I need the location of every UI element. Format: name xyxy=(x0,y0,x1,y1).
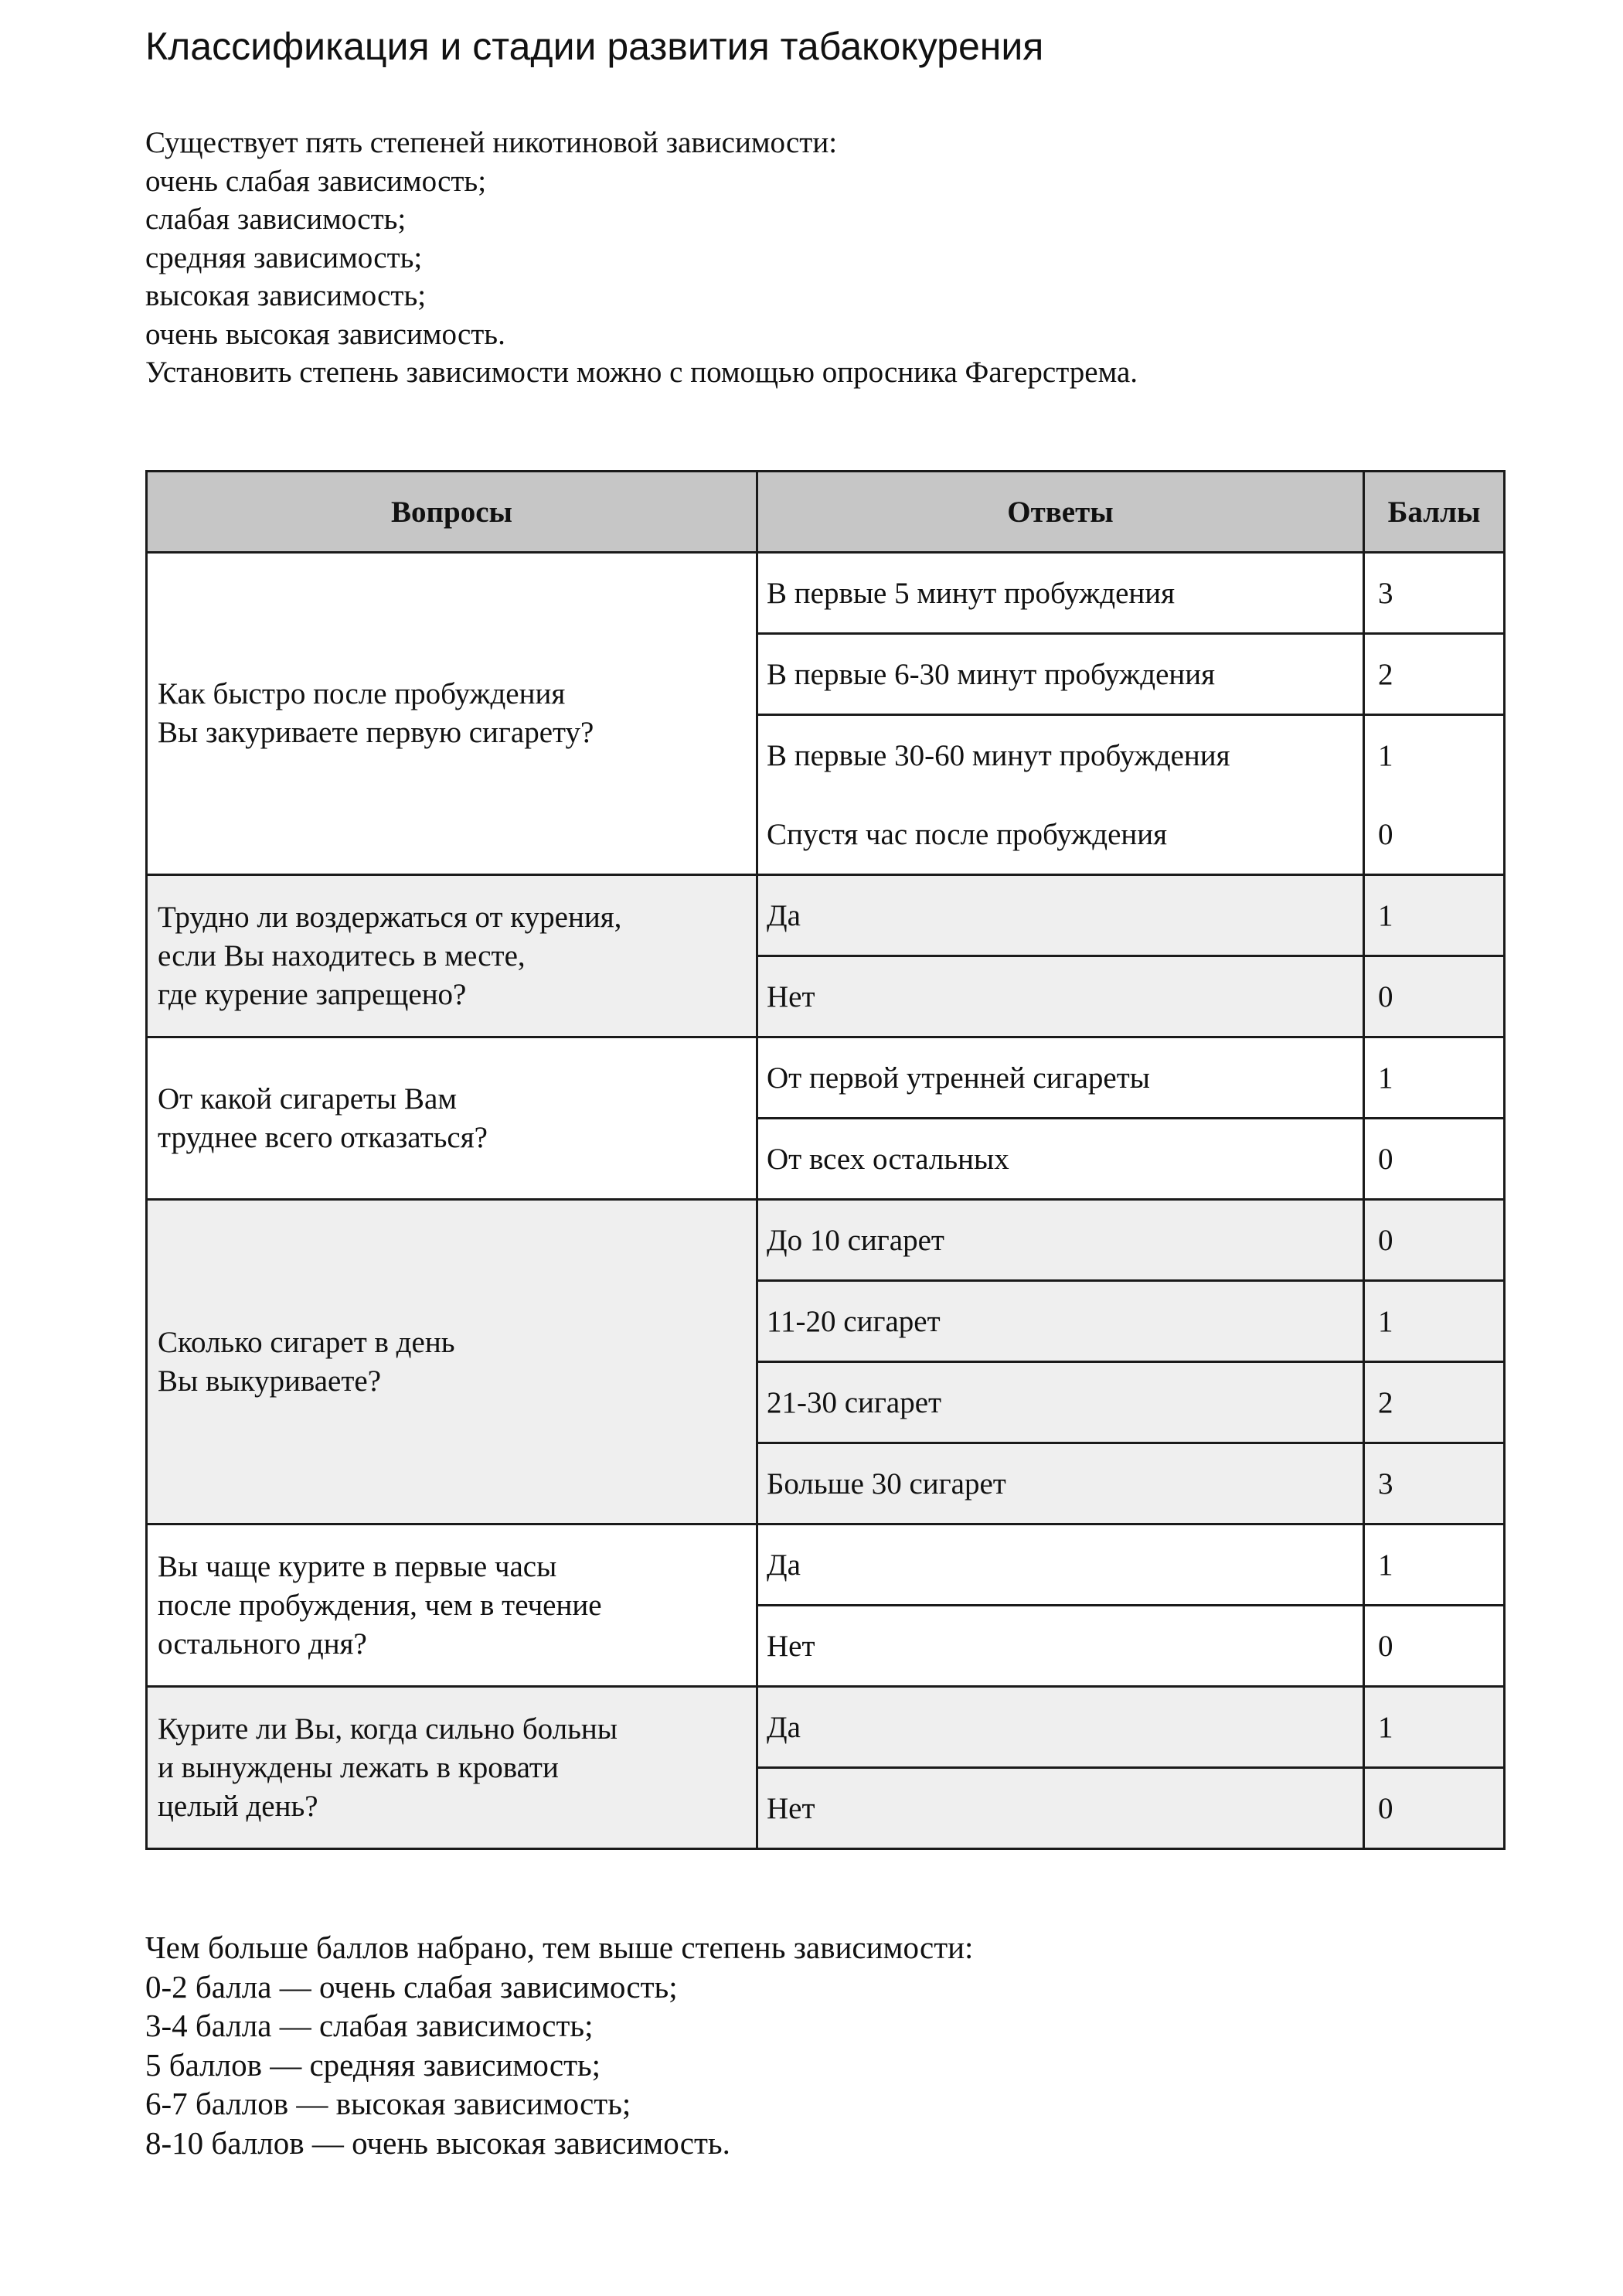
question-line: Вы закуриваете первую сигарету? xyxy=(158,716,594,749)
answer-cell: 21-30 сигарет xyxy=(757,1362,1364,1443)
question-line: Трудно ли воздержаться от курения, xyxy=(158,900,622,934)
answer-cell: В первые 30-60 минут пробуждения xyxy=(757,715,1364,795)
question-cell xyxy=(147,1687,757,1849)
question-cell xyxy=(147,553,757,875)
question-line: где курение запрещено? xyxy=(158,977,467,1011)
fagerstrom-questionnaire-table xyxy=(145,470,1506,1850)
answer-cell: В первые 5 минут пробуждения xyxy=(757,553,1364,634)
question-line: если Вы находитесь в месте, xyxy=(158,938,526,973)
answer-cell: Да xyxy=(757,875,1364,956)
column-header-answers: Ответы xyxy=(757,472,1364,553)
scoring-line: Чем больше баллов набрано, тем выше степень зависимости: xyxy=(145,1930,974,1965)
question-line: после пробуждения, чем в течение xyxy=(158,1588,602,1622)
table-row xyxy=(147,1524,1505,1606)
scoring-line: 6-7 баллов — высокая зависимость; xyxy=(145,2086,631,2121)
points-cell: 1 xyxy=(1364,1037,1505,1119)
points-cell: 3 xyxy=(1364,1443,1505,1524)
points-cell: 0 xyxy=(1364,795,1505,875)
points-cell: 0 xyxy=(1364,1119,1505,1200)
answer-cell: Да xyxy=(757,1687,1364,1768)
points-cell: 2 xyxy=(1364,634,1505,715)
page-title: Классификация и стадии развития табакокурения xyxy=(145,25,1044,68)
intro-line: высокая зависимость; xyxy=(145,279,427,312)
intro-line: средняя зависимость; xyxy=(145,240,423,274)
column-header-points: Баллы xyxy=(1364,472,1505,553)
question-line: целый день? xyxy=(158,1789,318,1823)
question-cell xyxy=(147,1037,757,1200)
points-cell: 1 xyxy=(1364,875,1505,956)
scoring-line: 8-10 баллов — очень высокая зависимость. xyxy=(145,2124,730,2161)
question-line: труднее всего отказаться? xyxy=(158,1120,488,1154)
answer-cell: В первые 6-30 минут пробуждения xyxy=(757,634,1364,715)
answer-cell: От первой утренней сигареты xyxy=(757,1037,1364,1119)
answer-cell: 11-20 сигарет xyxy=(757,1281,1364,1362)
intro-line: Установить степень зависимости можно с помощью опросника Фагерстрема. xyxy=(145,356,1138,389)
intro-paragraph xyxy=(145,124,1536,392)
question-cell xyxy=(147,1200,757,1524)
table-row xyxy=(147,875,1505,956)
scoring-line: 3-4 балла — слабая зависимость; xyxy=(145,2008,594,2043)
points-cell: 0 xyxy=(1364,1768,1505,1849)
points-cell: 1 xyxy=(1364,1524,1505,1606)
table-row xyxy=(147,1687,1505,1768)
question-line: Как быстро после пробуждения xyxy=(158,677,566,710)
points-cell: 1 xyxy=(1364,715,1505,795)
question-line: Курите ли Вы, когда сильно больны xyxy=(158,1712,618,1746)
question-cell xyxy=(147,875,757,1037)
points-cell: 3 xyxy=(1364,553,1505,634)
scoring-line: 0-2 балла — очень слабая зависимость; xyxy=(145,1968,678,2005)
table-row xyxy=(147,1037,1505,1119)
answer-cell: От всех остальных xyxy=(757,1119,1364,1200)
table-row xyxy=(147,553,1505,634)
answer-cell: Да xyxy=(757,1524,1364,1606)
intro-line: Существует пять степеней никотиновой зависимости: xyxy=(145,126,838,159)
intro-line: очень слабая зависимость; xyxy=(145,164,487,198)
question-line: От какой сигареты Вам xyxy=(158,1082,458,1116)
intro-line: очень высокая зависимость. xyxy=(145,317,505,351)
question-line: Вы чаще курите в первые часы xyxy=(158,1549,557,1583)
points-cell: 0 xyxy=(1364,1200,1505,1281)
answer-cell: Нет xyxy=(757,1606,1364,1687)
column-header-questions: Вопросы xyxy=(147,472,757,553)
table-row xyxy=(147,1200,1505,1281)
points-cell: 1 xyxy=(1364,1687,1505,1768)
answer-cell: Спустя час после пробуждения xyxy=(757,795,1364,875)
answer-cell: Нет xyxy=(757,956,1364,1037)
points-cell: 2 xyxy=(1364,1362,1505,1443)
question-line: Сколько сигарет в день xyxy=(158,1325,455,1359)
points-cell: 0 xyxy=(1364,956,1505,1037)
question-line: и вынуждены лежать в кровати xyxy=(158,1750,559,1784)
question-line: Вы выкуриваете? xyxy=(158,1364,382,1398)
answer-cell: Больше 30 сигарет xyxy=(757,1443,1364,1524)
intro-line: слабая зависимость; xyxy=(145,203,407,236)
question-line: остального дня? xyxy=(158,1627,367,1661)
scoring-paragraph xyxy=(145,1928,1536,2162)
points-cell: 0 xyxy=(1364,1606,1505,1687)
question-cell xyxy=(147,1524,757,1687)
scoring-line: 5 баллов — средняя зависимость; xyxy=(145,2046,601,2083)
answer-cell: До 10 сигарет xyxy=(757,1200,1364,1281)
answer-cell: Нет xyxy=(757,1768,1364,1849)
points-cell: 1 xyxy=(1364,1281,1505,1362)
